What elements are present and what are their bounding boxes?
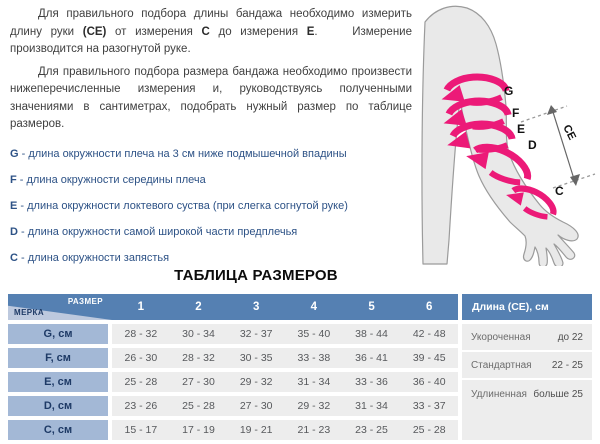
diagram-label-d: D bbox=[528, 138, 537, 152]
diagram-label-f: F bbox=[512, 106, 520, 120]
cell: 42 - 48 bbox=[412, 328, 446, 340]
cell: 23 - 26 bbox=[124, 400, 158, 412]
cell: 39 - 45 bbox=[412, 352, 446, 364]
measurement-item-c: C - длина окружности запястья bbox=[10, 251, 170, 264]
length-row-standard: Стандартная 22 - 25 bbox=[462, 352, 592, 380]
diagram-label-g: G bbox=[504, 84, 514, 98]
diagram-label-c: C bbox=[555, 184, 564, 198]
cell: 30 - 34 bbox=[182, 328, 215, 340]
corner-merka-label: МЕРКА bbox=[14, 308, 44, 317]
cell: 21 - 23 bbox=[297, 424, 331, 436]
row-label: E, см bbox=[8, 372, 108, 392]
cell: 25 - 28 bbox=[412, 424, 446, 436]
corner-razmer-label: РАЗМЕР bbox=[67, 297, 103, 306]
length-row-long: Удлиненная больше 25 bbox=[471, 388, 583, 400]
measurement-item-d: D - длина окружности самой широкой части предплечья bbox=[10, 225, 298, 238]
cell: 28 - 32 bbox=[124, 328, 158, 340]
cell: 29 - 32 bbox=[297, 400, 331, 412]
measurement-item-e: E - длина окружности локтевого суства (при слегка согнутой руке) bbox=[10, 199, 348, 212]
size-column-header-6: 6 bbox=[425, 301, 433, 313]
cell: 15 - 17 bbox=[124, 424, 158, 436]
ce-dashed-line-top bbox=[521, 106, 567, 122]
intro-paragraph-2: Для правильного подбора размера бандажа необходимо произвести нижеперечисленные измерения и, руководствуясь полученными значениями в сантиметрах, подобрать нужный размер по таблице размеров. bbox=[10, 65, 412, 130]
body-silhouette bbox=[422, 6, 578, 266]
cell: 35 - 40 bbox=[297, 328, 331, 340]
row-label: G, см bbox=[8, 324, 108, 344]
cell: 31 - 34 bbox=[355, 400, 388, 412]
arm-diagram-svg bbox=[415, 0, 600, 266]
arm-diagram bbox=[415, 0, 600, 266]
size-column-header-3: 3 bbox=[252, 301, 260, 313]
cell: 32 - 37 bbox=[239, 328, 273, 340]
row-label: F, см bbox=[8, 348, 108, 368]
ce-label: CE bbox=[560, 122, 578, 142]
row-label: D, см bbox=[8, 396, 108, 416]
cell: 33 - 38 bbox=[297, 352, 331, 364]
measurement-list bbox=[10, 148, 412, 265]
cell: 26 - 30 bbox=[124, 352, 158, 364]
p1-bold-ce: (СЕ) bbox=[82, 25, 107, 38]
cell: 23 - 25 bbox=[355, 424, 388, 436]
size-column-header-5: 5 bbox=[368, 301, 375, 313]
cell: 33 - 36 bbox=[355, 376, 388, 388]
size-column-header-4: 4 bbox=[310, 301, 318, 313]
cell: 36 - 41 bbox=[355, 352, 388, 364]
cell: 30 - 35 bbox=[239, 352, 273, 364]
size-table-title: ТАБЛИЦА РАЗМЕРОВ bbox=[174, 267, 338, 284]
intro-paragraph-1: Для правильного подбора длины бандажа необходимо измерить длину руки (СЕ) от измерения С до измерения Е. Измерение производится на разогнутой руке. bbox=[10, 8, 413, 55]
cell: 17 - 19 bbox=[182, 424, 215, 436]
measurement-item-g: G - длина окружности плеча на 3 см ниже подмышечной впадины bbox=[10, 147, 347, 160]
size-column-header-2: 2 bbox=[195, 301, 202, 313]
length-row-short: Укороченная до 22 bbox=[462, 324, 592, 352]
table-row-f bbox=[8, 348, 458, 368]
p1-bold-c: С bbox=[201, 25, 210, 38]
p1-bold-e: Е bbox=[306, 25, 315, 38]
cell: 25 - 28 bbox=[182, 400, 215, 412]
length-panel-header: Длина (СЕ), см bbox=[462, 294, 592, 320]
cell: 19 - 21 bbox=[239, 424, 273, 436]
cell: 27 - 30 bbox=[182, 376, 215, 388]
cell: 31 - 34 bbox=[297, 376, 331, 388]
row-label: C, см bbox=[8, 420, 108, 440]
size-table-header bbox=[8, 294, 458, 320]
p1-text: Для правильного подбора длины бандажа необходимо измерить длину руки bbox=[10, 8, 412, 38]
measurement-item-f: F - длина окружности середины плеча bbox=[10, 173, 206, 186]
cell: 27 - 30 bbox=[239, 400, 273, 412]
cell: 33 - 37 bbox=[412, 400, 446, 412]
diagram-label-e: E bbox=[517, 122, 526, 136]
table-row-d bbox=[8, 396, 458, 416]
table-row-e bbox=[8, 372, 458, 392]
cell: 28 - 32 bbox=[182, 352, 215, 364]
length-panel bbox=[462, 294, 592, 440]
length-panel-body bbox=[462, 324, 592, 440]
size-table bbox=[8, 294, 458, 440]
size-column-header-1: 1 bbox=[137, 301, 145, 313]
intro-text bbox=[10, 6, 412, 278]
cell: 25 - 28 bbox=[124, 376, 158, 388]
table-row-g bbox=[8, 324, 458, 344]
table-row-c bbox=[8, 420, 458, 440]
cell: 38 - 44 bbox=[355, 328, 388, 340]
cell: 29 - 32 bbox=[239, 376, 273, 388]
table-corner-cell bbox=[8, 294, 112, 320]
cell: 36 - 40 bbox=[412, 376, 446, 388]
